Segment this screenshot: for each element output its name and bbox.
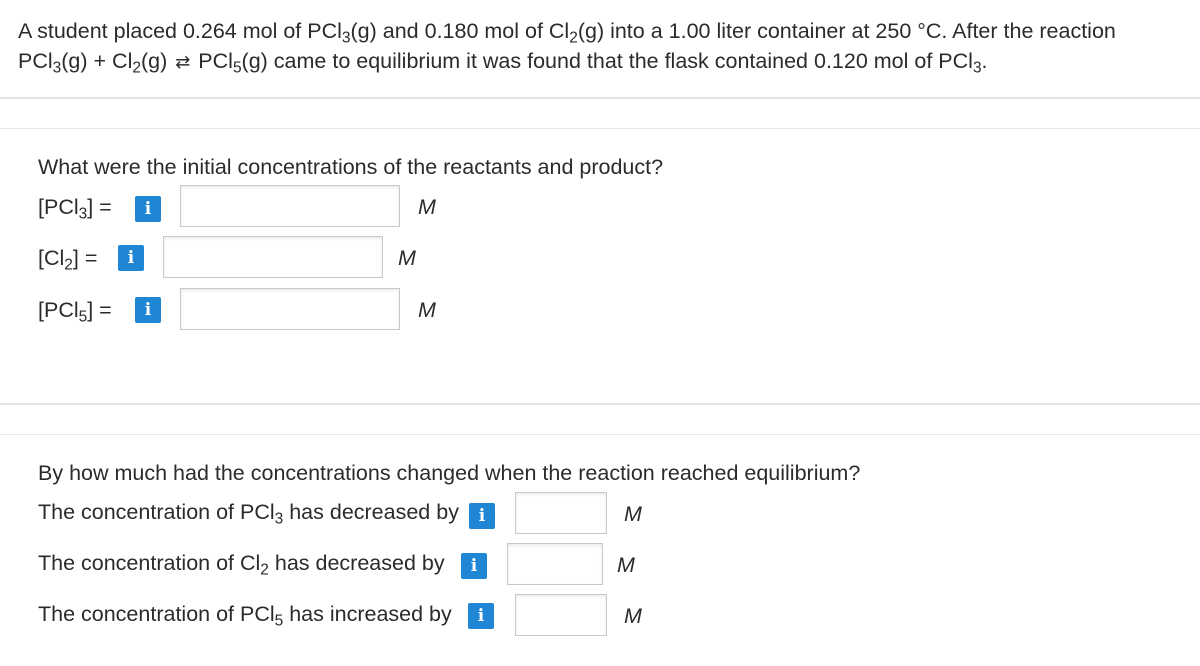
divider: [0, 434, 1200, 435]
info-icon[interactable]: i: [118, 245, 144, 271]
unit-label: M: [398, 246, 416, 270]
unit-label: M: [624, 604, 642, 628]
unit-label: M: [624, 502, 642, 526]
cl2-change-label: The concentration of $Cl_2$ has decreased by: [38, 551, 445, 579]
info-icon[interactable]: i: [468, 603, 494, 629]
pcl5-change-input[interactable]: [515, 594, 607, 636]
pcl3-initial-input[interactable]: [180, 185, 400, 227]
unit-label: M: [617, 553, 635, 577]
question-2-title: By how much had the concentrations changed when the reaction reached equilibrium?: [38, 461, 861, 485]
pcl3-change-label: The concentration of PCl$_3$ has decreased by: [38, 500, 459, 528]
unit-label: M: [418, 298, 436, 322]
cl2-initial-label: $[Cl_2]$ =: [38, 246, 98, 274]
info-icon[interactable]: i: [135, 196, 161, 222]
pcl3-initial-label: [PCl$_3$] =: [38, 195, 112, 223]
pcl5-initial-input[interactable]: [180, 288, 400, 330]
divider: [0, 128, 1200, 129]
problem-line-2: $PCl_3(g) + Cl_2(g)$ ⇄ PCl$_5$(g) came to equilibrium it was found that the flask contained 0.120 mol of PCl$_3$.: [18, 49, 988, 77]
pcl5-initial-label: [PCl$_5$] =: [38, 298, 112, 326]
question-1-title: What were the initial concentrations of the reactants and product?: [38, 155, 664, 179]
pcl3-change-input[interactable]: [515, 492, 607, 534]
problem-line-1: A student placed 0.264 mol of PCl$_3$(g) and 0.180 mol of $Cl_2(g)$ into a 1.00 liter container at 250 °C. After the reaction: [18, 19, 1116, 47]
pcl5-change-label: The concentration of PCl$_5$ has increased by: [38, 602, 452, 630]
unit-label: M: [418, 195, 436, 219]
info-icon[interactable]: i: [469, 503, 495, 529]
divider: [0, 97, 1200, 99]
cl2-change-input[interactable]: [507, 543, 603, 585]
problem-statement: [18, 16, 1178, 78]
info-icon[interactable]: i: [461, 553, 487, 579]
cl2-initial-input[interactable]: [163, 236, 383, 278]
divider: [0, 403, 1200, 405]
info-icon[interactable]: i: [135, 297, 161, 323]
equilibrium-arrow-icon: ⇄: [175, 52, 191, 73]
